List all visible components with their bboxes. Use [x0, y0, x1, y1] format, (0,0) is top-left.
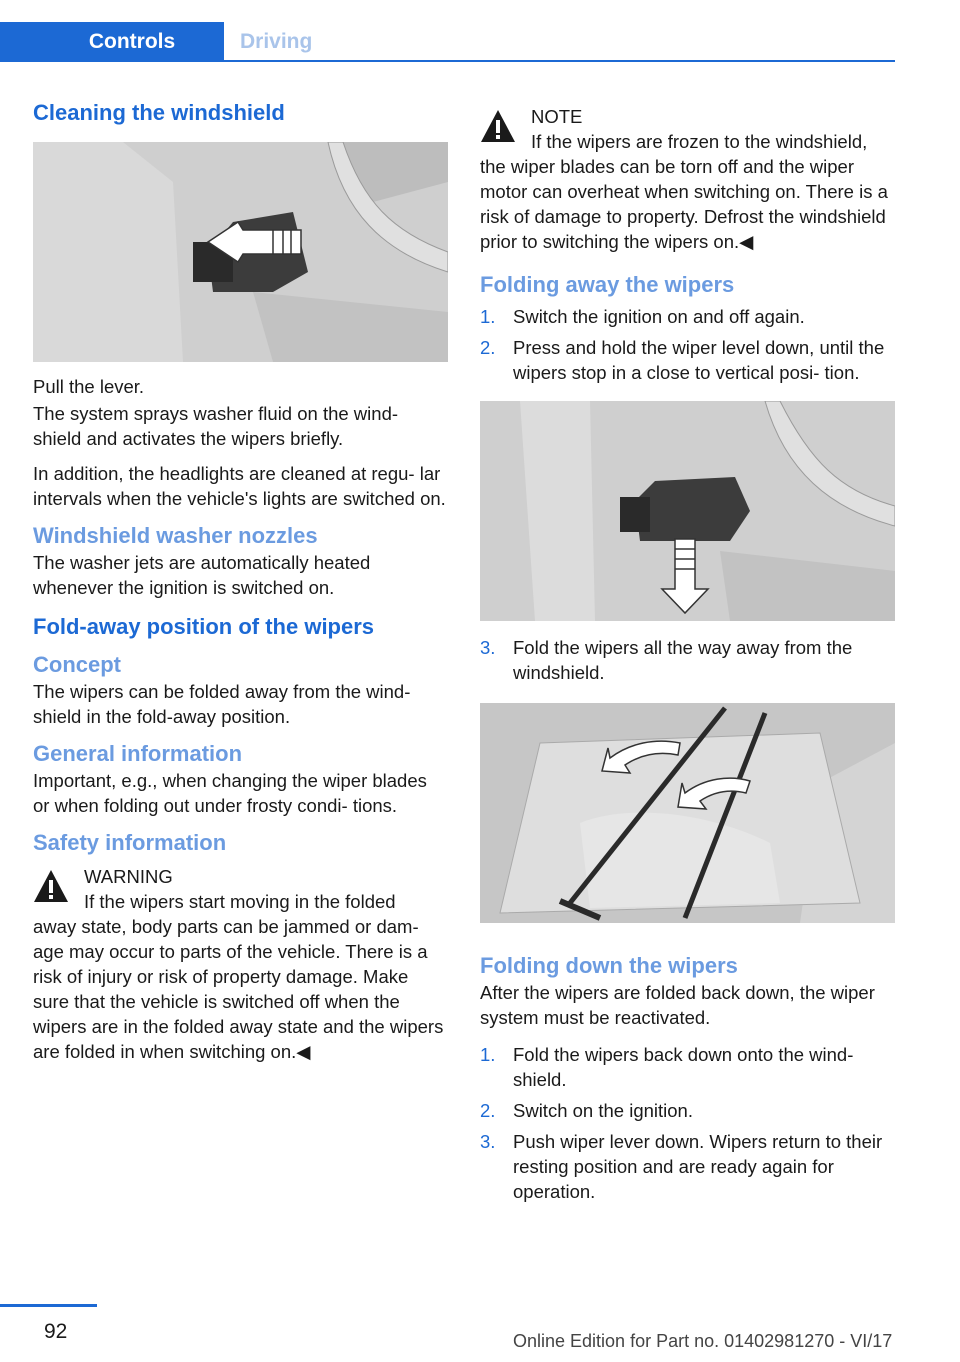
- list-item: [480, 1129, 895, 1204]
- step-text: Switch the ignition on and off again.: [513, 306, 805, 327]
- step-number: 1.: [480, 306, 496, 327]
- left-column: [33, 100, 448, 1064]
- list-item: [480, 635, 895, 685]
- section-title-foldaway: Fold-away position of the wipers: [33, 614, 375, 639]
- step-number: 3.: [480, 637, 496, 658]
- section-title-cleaning: Cleaning the windshield: [33, 100, 285, 125]
- wipers-folded-illustration: [480, 703, 895, 923]
- lever-press-down-illustration: [480, 401, 895, 621]
- folding-away-steps: [480, 304, 895, 385]
- warning-text: away state, body parts can be jammed or dam‐ age may occur to parts of the vehicle. There is a risk of injury or risk of property damage. Make sure that the vehicle is switched off when the wipers are in the folded away state and the wipers are folded in when switching on.◀: [33, 916, 444, 1062]
- list-item: [480, 335, 895, 385]
- step-number: 2.: [480, 337, 496, 358]
- list-item: [480, 304, 895, 329]
- note-label: NOTE: [531, 106, 583, 127]
- list-item: [480, 1098, 895, 1123]
- warning-triangle-icon: [33, 868, 69, 904]
- pull-lever-text: Pull the lever.: [33, 376, 145, 397]
- section-title-concept: Concept: [33, 652, 121, 677]
- note-first-line: If the wipers are frozen to the windshield,: [531, 131, 868, 152]
- tab-driving[interactable]: Driving: [240, 30, 313, 53]
- step-text: Fold the wipers back down onto the wind‐ shield.: [513, 1044, 854, 1090]
- note-block: [480, 102, 895, 254]
- general-text: Important, e.g., when changing the wiper blades or when folding out under frosty condi‐ tions.: [33, 770, 427, 816]
- header-rule: [0, 60, 895, 62]
- footer-rule: [0, 1304, 97, 1307]
- spray-text: The system sprays washer fluid on the wind‐ shield and activates the wipers briefly.: [33, 403, 399, 449]
- page-number: 92: [44, 1320, 68, 1343]
- lever-pull-illustration: [33, 142, 448, 362]
- warning-first-line: If the wipers start moving in the folded: [84, 891, 396, 912]
- step-number: 3.: [480, 1131, 496, 1152]
- warning-block: [33, 862, 448, 1064]
- step-text: Press and hold the wiper level down, until the wipers stop in a close to vertical posi‐ tion.: [513, 337, 885, 383]
- step-text: Fold the wipers all the way away from the windshield.: [513, 637, 853, 683]
- section-title-safety: Safety information: [33, 830, 227, 855]
- folding-down-text: After the wipers are folded back down, the wiper system must be reactivated.: [480, 982, 875, 1028]
- edition-footer: Online Edition for Part no. 01402981270 - VI/17: [513, 1331, 893, 1351]
- step-number: 1.: [480, 1044, 496, 1065]
- section-title-nozzles: Windshield washer nozzles: [33, 523, 318, 548]
- section-title-general: General information: [33, 741, 243, 766]
- step-number: 2.: [480, 1100, 496, 1121]
- section-title-folding-down: Folding down the wipers: [480, 953, 738, 978]
- right-column: [480, 100, 895, 1204]
- list-item: [480, 1042, 895, 1092]
- nozzles-text: The washer jets are automatically heated whenever the ignition is switched on.: [33, 552, 371, 598]
- folding-away-step-3: [480, 635, 895, 685]
- header-bar: [0, 0, 895, 62]
- note-text: the wiper blades can be torn off and the wiper motor can overheat when switching on. There is a risk of damage to property. Defrost the windshield prior to switching the wipers on.◀: [480, 156, 888, 252]
- headlights-text: In addition, the headlights are cleaned at regu‐ lar intervals when the vehicle's lights are switched on.: [33, 463, 446, 509]
- tab-controls[interactable]: Controls: [0, 22, 224, 62]
- section-title-folding-away: Folding away the wipers: [480, 272, 735, 297]
- step-text: Push wiper lever down. Wipers return to their resting position and are ready again for operation.: [513, 1131, 883, 1202]
- warning-label: WARNING: [84, 866, 173, 887]
- note-triangle-icon: [480, 108, 516, 144]
- step-text: Switch on the ignition.: [513, 1100, 693, 1121]
- concept-text: The wipers can be folded away from the wind‐ shield in the fold-away position.: [33, 681, 411, 727]
- folding-down-steps: [480, 1042, 895, 1204]
